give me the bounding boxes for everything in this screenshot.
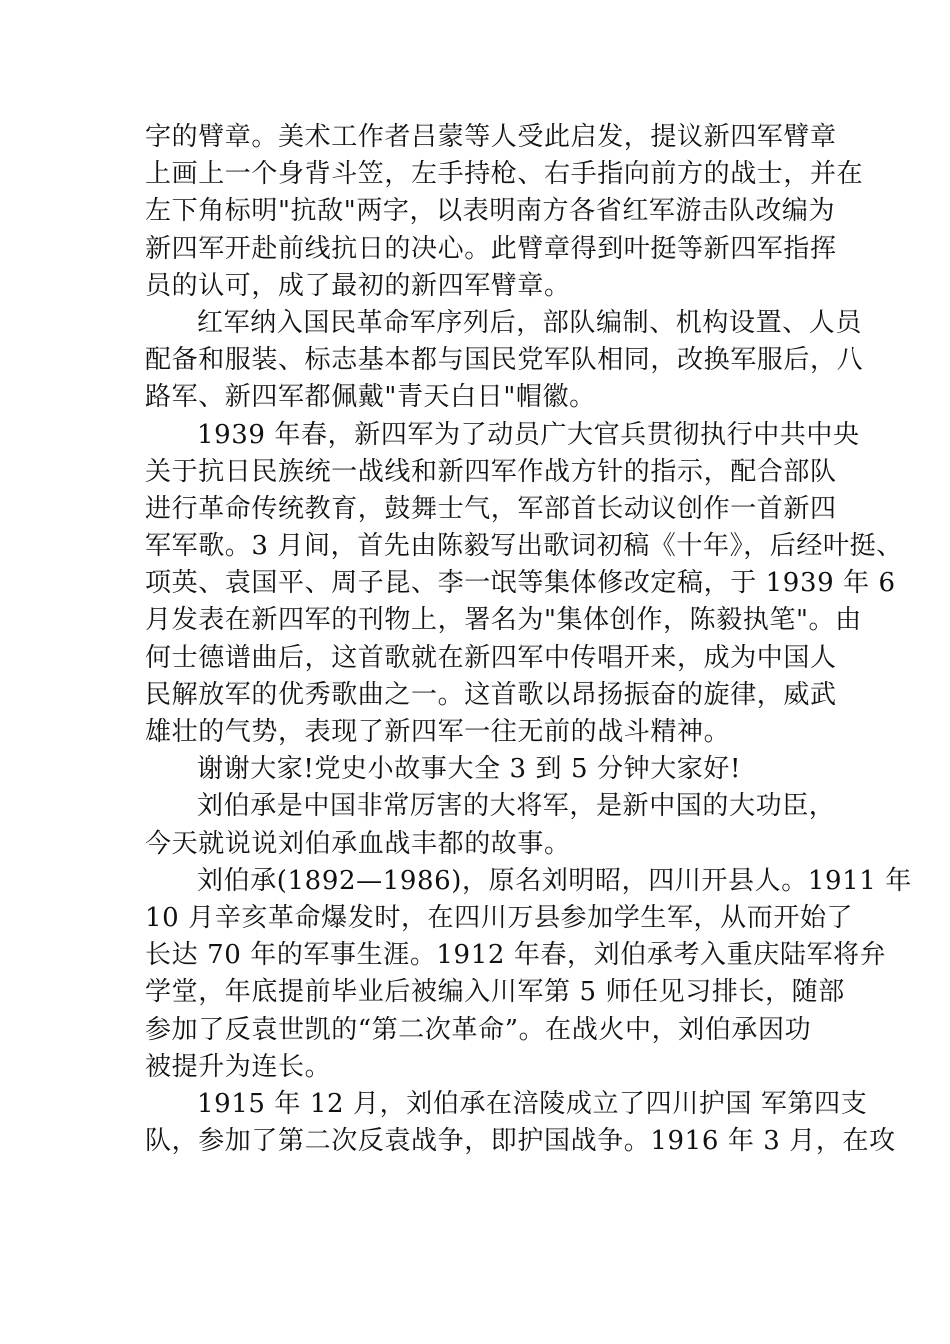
text-line: 雄壮的气势，表现了新四军一往无前的战斗精神。 — [145, 717, 731, 747]
text-line: 10 月辛亥革命爆发时，在四川万县参加学生军，从而开始了 — [145, 902, 854, 933]
text-line: 1915 年 12 月，刘伯承在涪陵成立了四川护国 军第四支 — [197, 1088, 868, 1119]
text-line: 长达 70 年的军事生涯。1912 年春，刘伯承考入重庆陆军将弁 — [145, 940, 887, 971]
text-line: 刘伯承是中国非常厉害的大将军，是新中国的大功臣， — [197, 791, 836, 822]
text-line: 字的臂章。美术工作者吕蒙等人受此启发，提议新四军臂章 — [145, 122, 837, 152]
text-line: 今天就说说刘伯承血战丰都的故事。 — [145, 828, 571, 859]
text-line: 刘伯承(1892—1986)，原名刘明昭，四川开县人。1911 年 — [197, 865, 912, 896]
text-line: 新四军开赴前线抗日的决心。此臂章得到叶挺等新四军指挥 — [145, 233, 837, 264]
text-line: 学堂，年底提前毕业后被编入川军第 5 师任见习排长，随部 — [145, 977, 845, 1008]
text-line: 员的认可，成了最初的新四军臂章。 — [145, 270, 571, 301]
text-line: 配备和服装、标志基本都与国民党军队相同，改换军服后，八 — [145, 345, 864, 376]
text-line: 队，参加了第二次反袁战争，即护国战争。1916 年 3 月，在攻 — [145, 1126, 896, 1157]
text-line: 何士德谱曲后，这首歌就在新四军中传唱开来，成为中国人 — [145, 642, 837, 673]
text-line: 参加了反袁世凯的“第二次革命”。在战火中，刘伯承因功 — [145, 1014, 812, 1045]
text-line: 路军、新四军都佩戴"青天白日"帽徽。 — [145, 382, 596, 413]
text-line: 军军歌。3 月间，首先由陈毅写出歌词初稿《十年》，后经叶挺、 — [145, 531, 903, 562]
text-line: 进行革命传统教育，鼓舞士气，军部首长动议创作一首新四 — [145, 493, 837, 524]
text-line: 红军纳入国民革命军序列后，部队编制、机构设置、人员 — [197, 307, 863, 338]
text-line: 民解放军的优秀歌曲之一。这首歌以昂扬振奋的旋律，威武 — [145, 679, 837, 710]
text-line: 项英、袁国平、周子昆、李一氓等集体修改定稿，于 1939 年 6 — [145, 568, 896, 599]
text-line: 1939 年春，新四军为了动员广大官兵贯彻执行中共中央 — [197, 419, 860, 450]
text-line: 谢谢大家!党史小故事大全 3 到 5 分钟大家好! — [197, 754, 742, 785]
text-line: 被提升为连长。 — [145, 1051, 332, 1082]
text-line: 关于抗日民族统一战线和新四军作战方针的指示，配合部队 — [145, 456, 837, 487]
document-body — [145, 119, 912, 1160]
text-line: 月发表在新四军的刊物上，署名为"集体创作，陈毅执笔"。由 — [145, 605, 862, 636]
text-line: 左下角标明"抗敌"两字，以表明南方各省红军游击队改编为 — [145, 196, 836, 227]
text-line: 上画上一个身背斗笠，左手持枪、右手指向前方的战士，并在 — [145, 159, 864, 190]
